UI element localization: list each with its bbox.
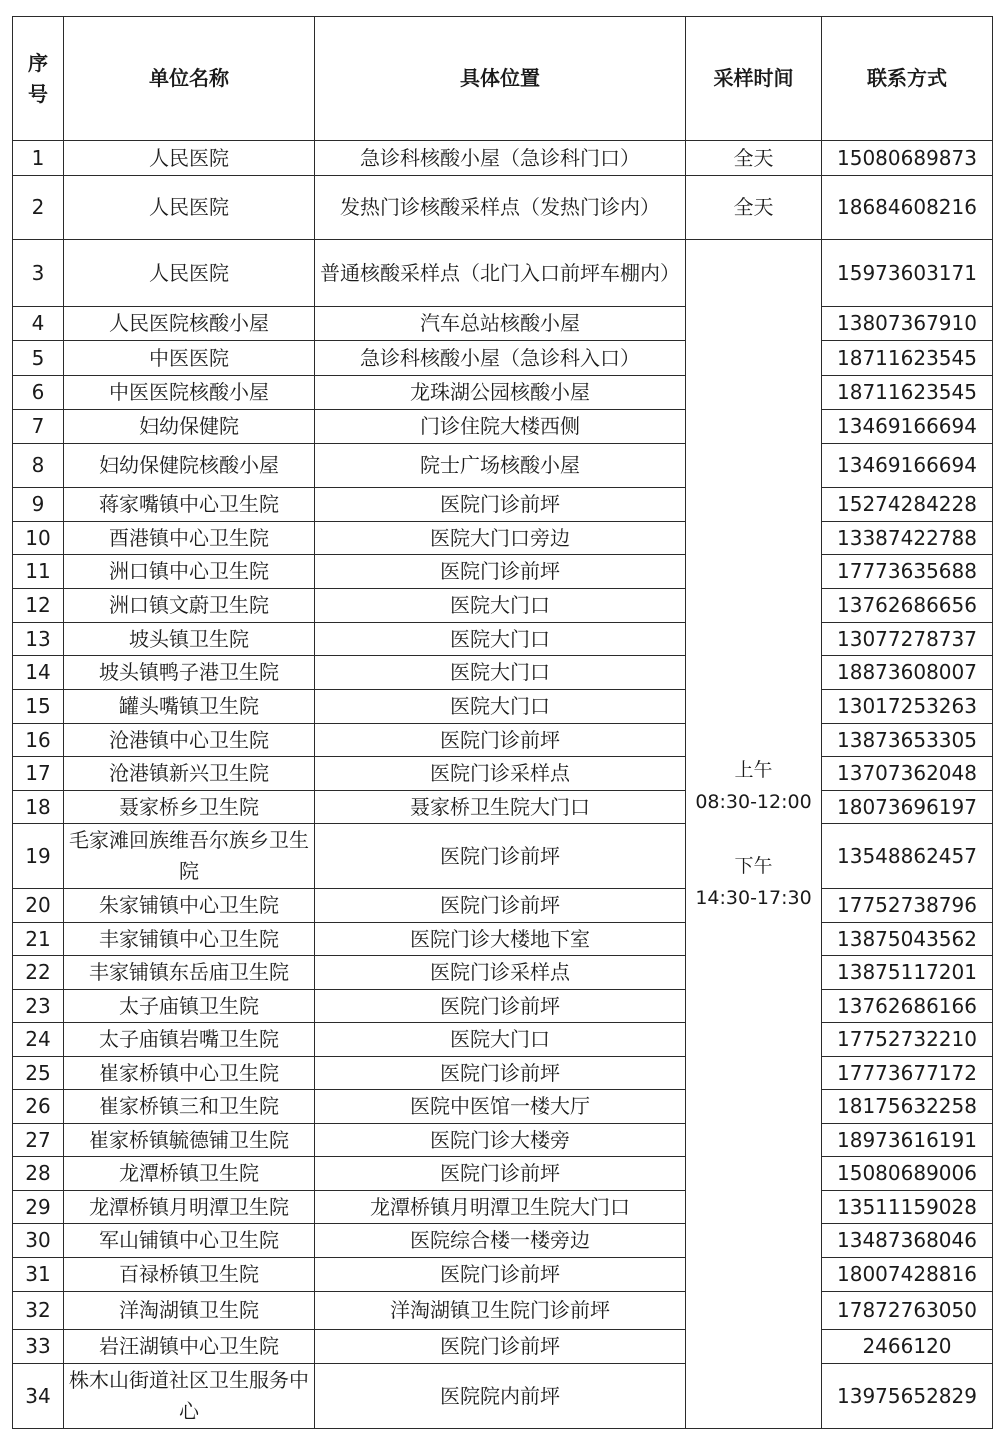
cell-phone: 13807367910 xyxy=(822,307,993,341)
cell-name: 龙潭桥镇卫生院 xyxy=(64,1157,315,1191)
cell-seq: 20 xyxy=(13,889,64,923)
cell-seq: 28 xyxy=(13,1157,64,1191)
cell-phone: 13511159028 xyxy=(822,1191,993,1224)
cell-seq: 15 xyxy=(13,690,64,724)
table-row xyxy=(13,141,993,176)
cell-location: 医院门诊前坪 xyxy=(315,724,686,757)
cell-phone: 18973616191 xyxy=(822,1124,993,1157)
time-am-label: 上午 xyxy=(734,759,773,781)
cell-seq: 22 xyxy=(13,956,64,990)
cell-time: 全天 xyxy=(686,176,822,240)
cell-location: 医院院内前坪 xyxy=(315,1364,686,1429)
cell-phone: 13707362048 xyxy=(822,757,993,791)
cell-name: 罐头嘴镇卫生院 xyxy=(64,690,315,724)
cell-name: 丰家铺镇东岳庙卫生院 xyxy=(64,956,315,990)
cell-location: 医院门诊大楼旁 xyxy=(315,1124,686,1157)
cell-location: 汽车总站核酸小屋 xyxy=(315,307,686,341)
table-row xyxy=(13,488,993,522)
sampling-sites-table xyxy=(12,16,993,1429)
header-phone: 联系方式 xyxy=(822,17,993,141)
table-row xyxy=(13,176,993,240)
cell-phone: 17773635688 xyxy=(822,555,993,589)
cell-phone: 13469166694 xyxy=(822,444,993,488)
cell-seq: 8 xyxy=(13,444,64,488)
cell-seq: 26 xyxy=(13,1090,64,1124)
cell-seq: 17 xyxy=(13,757,64,791)
cell-seq: 29 xyxy=(13,1191,64,1224)
table-row xyxy=(13,956,993,990)
cell-name: 龙潭桥镇月明潭卫生院 xyxy=(64,1191,315,1224)
table-row xyxy=(13,1292,993,1330)
cell-phone: 13875043562 xyxy=(822,923,993,956)
cell-seq: 25 xyxy=(13,1057,64,1090)
table-row xyxy=(13,1191,993,1224)
cell-location: 医院大门口 xyxy=(315,1023,686,1057)
header-row xyxy=(13,17,993,141)
cell-phone: 13487368046 xyxy=(822,1224,993,1258)
table-row xyxy=(13,724,993,757)
cell-name: 百禄桥镇卫生院 xyxy=(64,1258,315,1292)
cell-phone: 17872763050 xyxy=(822,1292,993,1330)
cell-name: 洋淘湖镇卫生院 xyxy=(64,1292,315,1330)
cell-seq: 24 xyxy=(13,1023,64,1057)
cell-name: 坡头镇卫生院 xyxy=(64,623,315,656)
cell-phone: 18007428816 xyxy=(822,1258,993,1292)
table-row xyxy=(13,889,993,923)
cell-location: 院士广场核酸小屋 xyxy=(315,444,686,488)
cell-seq: 4 xyxy=(13,307,64,341)
table-row xyxy=(13,757,993,791)
cell-location: 医院门诊前坪 xyxy=(315,1057,686,1090)
cell-location: 医院大门口 xyxy=(315,656,686,690)
cell-name: 人民医院 xyxy=(64,176,315,240)
cell-phone: 15274284228 xyxy=(822,488,993,522)
cell-name: 沧港镇中心卫生院 xyxy=(64,724,315,757)
cell-phone: 15080689873 xyxy=(822,141,993,176)
cell-location: 医院中医馆一楼大厅 xyxy=(315,1090,686,1124)
cell-seq: 7 xyxy=(13,410,64,444)
cell-phone: 18711623545 xyxy=(822,341,993,376)
cell-time-shared xyxy=(686,240,822,1429)
cell-name: 坡头镇鸭子港卫生院 xyxy=(64,656,315,690)
table-row xyxy=(13,1090,993,1124)
table-row xyxy=(13,444,993,488)
time-pm-hours: 14:30-17:30 xyxy=(695,887,812,909)
table-row xyxy=(13,1364,993,1429)
cell-phone: 13873653305 xyxy=(822,724,993,757)
cell-name: 中医医院核酸小屋 xyxy=(64,376,315,410)
cell-location: 医院综合楼一楼旁边 xyxy=(315,1224,686,1258)
time-spacer xyxy=(690,818,817,850)
table-row xyxy=(13,791,993,824)
time-pm-label: 下午 xyxy=(734,855,773,877)
cell-location: 医院门诊前坪 xyxy=(315,1258,686,1292)
cell-seq: 18 xyxy=(13,791,64,824)
cell-phone: 18873608007 xyxy=(822,656,993,690)
cell-phone: 13469166694 xyxy=(822,410,993,444)
cell-name: 聂家桥乡卫生院 xyxy=(64,791,315,824)
table-row xyxy=(13,1124,993,1157)
cell-seq: 11 xyxy=(13,555,64,589)
table-body xyxy=(13,141,993,1429)
cell-phone: 18073696197 xyxy=(822,791,993,824)
table-row xyxy=(13,589,993,623)
cell-seq: 13 xyxy=(13,623,64,656)
cell-phone: 2466120 xyxy=(822,1330,993,1364)
cell-phone: 17752732210 xyxy=(822,1023,993,1057)
cell-phone: 18684608216 xyxy=(822,176,993,240)
cell-location: 急诊科核酸小屋（急诊科入口） xyxy=(315,341,686,376)
cell-seq: 12 xyxy=(13,589,64,623)
cell-location: 龙潭桥镇月明潭卫生院大门口 xyxy=(315,1191,686,1224)
table-row xyxy=(13,376,993,410)
table-row xyxy=(13,690,993,724)
cell-location: 龙珠湖公园核酸小屋 xyxy=(315,376,686,410)
cell-phone: 18175632258 xyxy=(822,1090,993,1124)
cell-location: 发热门诊核酸采样点（发热门诊内） xyxy=(315,176,686,240)
cell-name: 太子庙镇岩嘴卫生院 xyxy=(64,1023,315,1057)
cell-location: 医院门诊前坪 xyxy=(315,824,686,889)
cell-location: 医院大门口 xyxy=(315,690,686,724)
cell-location: 医院门诊采样点 xyxy=(315,956,686,990)
cell-location: 普通核酸采样点（北门入口前坪车棚内） xyxy=(315,240,686,307)
header-seq-text: 序号 xyxy=(28,50,48,106)
table-header xyxy=(13,17,993,141)
header-time: 采样时间 xyxy=(686,17,822,141)
table-row xyxy=(13,240,993,307)
header-location: 具体位置 xyxy=(315,17,686,141)
cell-phone: 15080689006 xyxy=(822,1157,993,1191)
table-row xyxy=(13,522,993,555)
cell-seq: 2 xyxy=(13,176,64,240)
cell-name: 丰家铺镇中心卫生院 xyxy=(64,923,315,956)
cell-name: 崔家桥镇中心卫生院 xyxy=(64,1057,315,1090)
cell-location: 洋淘湖镇卫生院门诊前坪 xyxy=(315,1292,686,1330)
cell-name: 太子庙镇卫生院 xyxy=(64,990,315,1023)
cell-phone: 15973603171 xyxy=(822,240,993,307)
cell-location: 医院门诊前坪 xyxy=(315,990,686,1023)
cell-name: 崔家桥镇三和卫生院 xyxy=(64,1090,315,1124)
cell-location: 医院大门口 xyxy=(315,623,686,656)
cell-name: 株木山街道社区卫生服务中心 xyxy=(64,1364,315,1429)
header-name: 单位名称 xyxy=(64,17,315,141)
cell-seq: 33 xyxy=(13,1330,64,1364)
cell-location: 医院门诊前坪 xyxy=(315,889,686,923)
table-row xyxy=(13,307,993,341)
cell-phone: 17752738796 xyxy=(822,889,993,923)
cell-phone: 13077278737 xyxy=(822,623,993,656)
cell-name: 妇幼保健院 xyxy=(64,410,315,444)
table-row xyxy=(13,656,993,690)
cell-seq: 27 xyxy=(13,1124,64,1157)
cell-location: 聂家桥卫生院大门口 xyxy=(315,791,686,824)
cell-location: 医院大门口 xyxy=(315,589,686,623)
cell-phone: 13387422788 xyxy=(822,522,993,555)
cell-seq: 21 xyxy=(13,923,64,956)
header-seq xyxy=(13,17,64,141)
cell-seq: 16 xyxy=(13,724,64,757)
table-row xyxy=(13,1057,993,1090)
cell-seq: 34 xyxy=(13,1364,64,1429)
cell-location: 医院门诊前坪 xyxy=(315,1157,686,1191)
cell-name: 妇幼保健院核酸小屋 xyxy=(64,444,315,488)
cell-name: 崔家桥镇毓德铺卫生院 xyxy=(64,1124,315,1157)
cell-seq: 1 xyxy=(13,141,64,176)
cell-seq: 19 xyxy=(13,824,64,889)
cell-phone: 13875117201 xyxy=(822,956,993,990)
cell-phone: 13762686656 xyxy=(822,589,993,623)
cell-name: 蒋家嘴镇中心卫生院 xyxy=(64,488,315,522)
cell-location: 医院门诊前坪 xyxy=(315,488,686,522)
cell-phone: 13548862457 xyxy=(822,824,993,889)
cell-seq: 10 xyxy=(13,522,64,555)
cell-seq: 9 xyxy=(13,488,64,522)
table-row xyxy=(13,1258,993,1292)
cell-name: 岩汪湖镇中心卫生院 xyxy=(64,1330,315,1364)
cell-seq: 5 xyxy=(13,341,64,376)
cell-name: 中医医院 xyxy=(64,341,315,376)
cell-seq: 14 xyxy=(13,656,64,690)
cell-name: 酉港镇中心卫生院 xyxy=(64,522,315,555)
table-row xyxy=(13,1023,993,1057)
cell-location: 医院门诊大楼地下室 xyxy=(315,923,686,956)
cell-phone: 17773677172 xyxy=(822,1057,993,1090)
cell-location: 医院门诊采样点 xyxy=(315,757,686,791)
table-row xyxy=(13,1157,993,1191)
cell-phone: 13975652829 xyxy=(822,1364,993,1429)
table-row xyxy=(13,923,993,956)
table-row xyxy=(13,623,993,656)
time-am-hours: 08:30-12:00 xyxy=(695,791,812,813)
cell-time: 全天 xyxy=(686,141,822,176)
cell-name: 沧港镇新兴卫生院 xyxy=(64,757,315,791)
cell-location: 医院大门口旁边 xyxy=(315,522,686,555)
cell-name: 人民医院 xyxy=(64,141,315,176)
table-row xyxy=(13,1330,993,1364)
table-row xyxy=(13,341,993,376)
cell-name: 洲口镇中心卫生院 xyxy=(64,555,315,589)
cell-name: 人民医院核酸小屋 xyxy=(64,307,315,341)
cell-phone: 13762686166 xyxy=(822,990,993,1023)
cell-location: 门诊住院大楼西侧 xyxy=(315,410,686,444)
cell-seq: 30 xyxy=(13,1224,64,1258)
cell-name: 毛家滩回族维吾尔族乡卫生院 xyxy=(64,824,315,889)
cell-location: 急诊科核酸小屋（急诊科门口） xyxy=(315,141,686,176)
cell-seq: 3 xyxy=(13,240,64,307)
cell-name: 人民医院 xyxy=(64,240,315,307)
cell-phone: 13017253263 xyxy=(822,690,993,724)
cell-seq: 23 xyxy=(13,990,64,1023)
cell-name: 洲口镇文蔚卫生院 xyxy=(64,589,315,623)
table-row xyxy=(13,824,993,889)
cell-seq: 31 xyxy=(13,1258,64,1292)
table-row xyxy=(13,1224,993,1258)
table-row xyxy=(13,990,993,1023)
table-row xyxy=(13,555,993,589)
cell-name: 朱家铺镇中心卫生院 xyxy=(64,889,315,923)
cell-location: 医院门诊前坪 xyxy=(315,555,686,589)
cell-name: 军山铺镇中心卫生院 xyxy=(64,1224,315,1258)
cell-seq: 32 xyxy=(13,1292,64,1330)
cell-seq: 6 xyxy=(13,376,64,410)
cell-phone: 18711623545 xyxy=(822,376,993,410)
cell-location: 医院门诊前坪 xyxy=(315,1330,686,1364)
table-row xyxy=(13,410,993,444)
